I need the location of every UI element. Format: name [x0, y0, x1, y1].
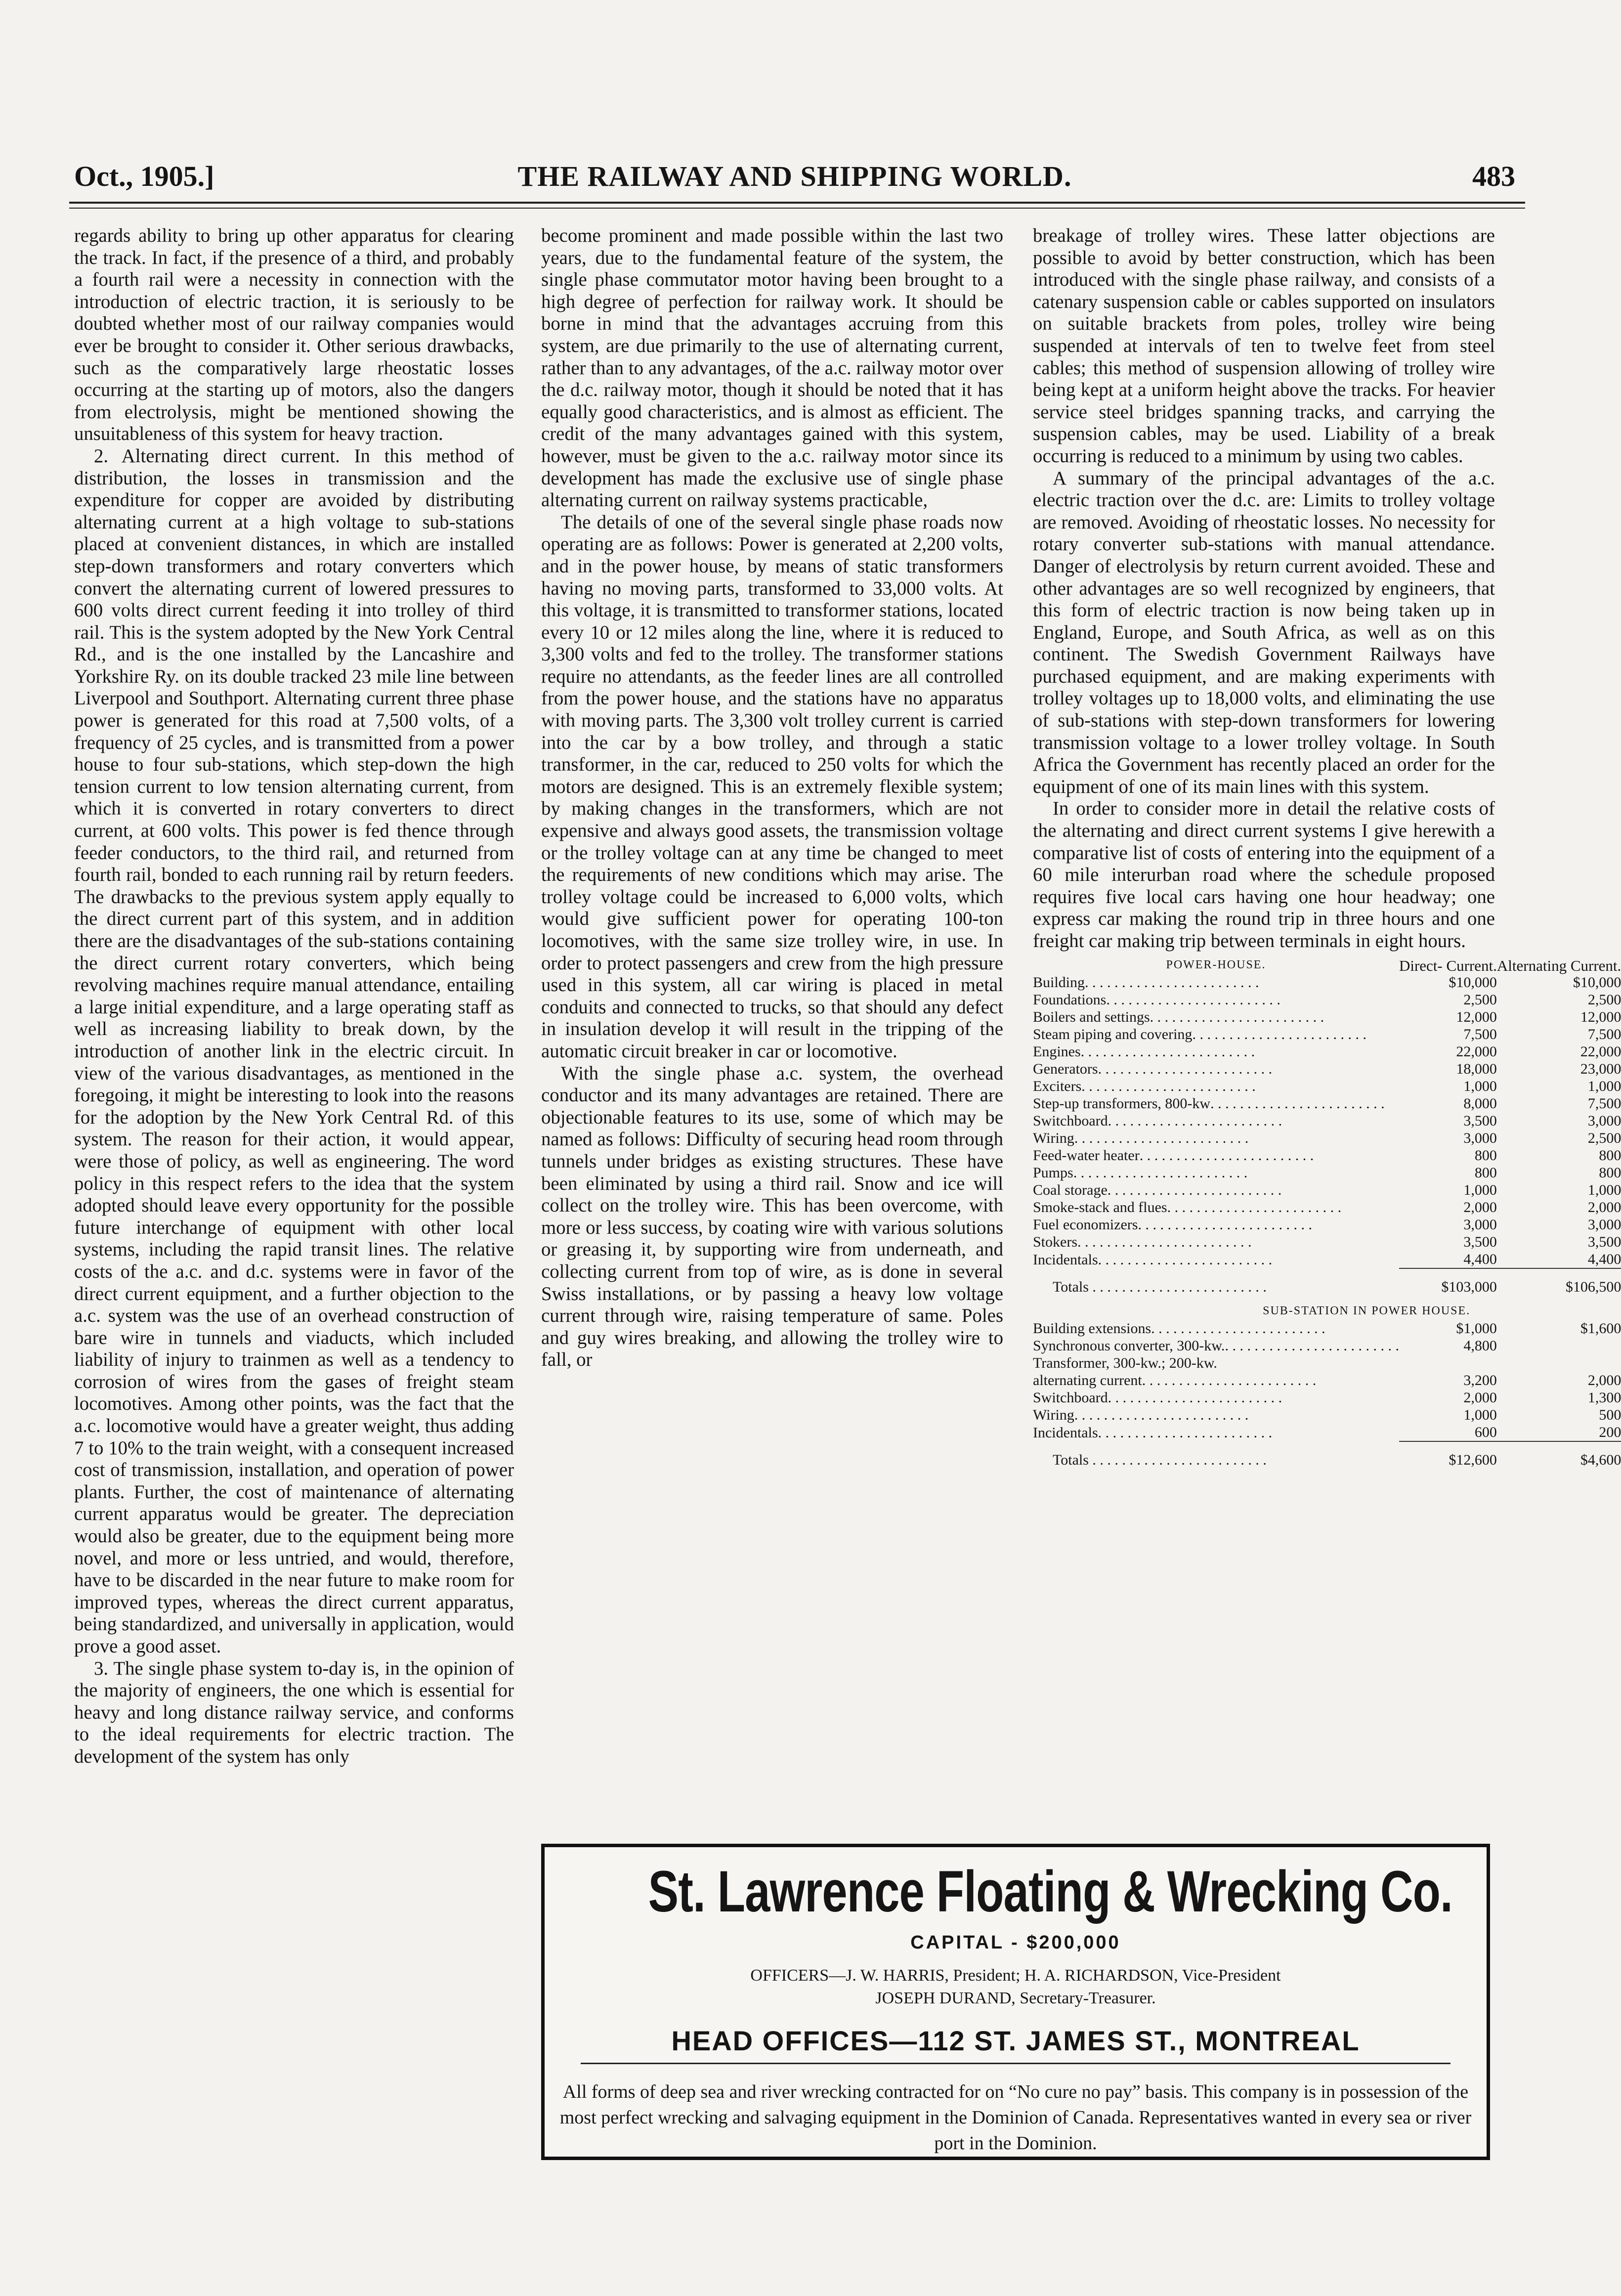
leader-dots: . . . . . . . . . . . . . . . . . . . . . . . .: [1108, 1389, 1282, 1406]
column-header-dc: Direct- Current.: [1399, 956, 1497, 974]
total-ac: $4,600: [1497, 1441, 1621, 1469]
value-dc: 3,500: [1463, 1112, 1497, 1129]
value-ac: 3,000: [1587, 1112, 1621, 1129]
value-ac: 800: [1599, 1147, 1621, 1164]
table-row: [1033, 1424, 1621, 1441]
section-heading: SUB-STATION IN POWER HOUSE.: [1263, 1304, 1471, 1317]
leader-dots: . . . . . . . . . . . . . . . . . . . . . . . .: [1108, 1112, 1282, 1129]
item-text: Incidentals: [1033, 1251, 1098, 1268]
column-middle: [541, 225, 1003, 1871]
total-text: Totals: [1053, 1451, 1089, 1468]
paragraph: In order to consider more in detail the relative costs of the alternating and direct current systems I give herewith a comparative list of costs of entering into the equipment of a 60 mile interurban road where the schedule proposed requires five local cars having one hour headway; one express car making the round trip in three hours and one freight car making trip between terminals in eight hours.: [1033, 798, 1495, 952]
item-text: Transformer, 300-kw.; 200-kw.: [1033, 1354, 1217, 1371]
item-label: [1033, 1060, 1399, 1078]
item-text: Switchboard: [1033, 1389, 1108, 1406]
header-rule: [69, 202, 1525, 204]
value-ac: 4,400: [1587, 1251, 1621, 1267]
value-dc: 800: [1474, 1164, 1497, 1181]
value-ac: 2,000: [1587, 1199, 1621, 1215]
head-offices: HEAD OFFICES—112 ST. JAMES ST., MONTREAL: [671, 2025, 1360, 2056]
paragraph: 3. The single phase system to-day is, in the opinion of the majority of engineers, the one which is essential for heavy and long distance railway service, and conforms to the ideal requirements for electric traction. The development of the system has only: [74, 1657, 514, 1767]
leader-dots: . . . . . . . . . . . . . . . . . . . . . . . .: [1098, 1060, 1273, 1077]
value-dc: [1399, 1354, 1497, 1372]
item-label: [1033, 1181, 1399, 1199]
item-label: [1033, 1233, 1399, 1251]
value-dc: 800: [1474, 1147, 1497, 1164]
page-number: 483: [1472, 160, 1515, 192]
paragraph: become prominent and made possible within the last two years, due to the fundamental feature of the system, the single phase commutator motor having been brought to a high degree of perfection for railway work. It should be borne in mind that the advantages accruing from this system, are due primarily to the use of alternating current, rather than to any advantages, of the a.c. railway motor over the d.c. railway motor, though it should be noted that it has equally good characteristics, and is almost as efficient. The credit of the many advantages gained with this system, however, must be given to the a.c. railway motor since its development has made the exclusive use of single phase alternating current on railway systems practicable,: [541, 225, 1003, 511]
item-text: Exciters: [1033, 1078, 1082, 1094]
item-text: Building: [1033, 974, 1085, 991]
item-label: [1033, 1354, 1399, 1372]
value-ac: 2,000: [1587, 1372, 1621, 1388]
total-label: [1033, 1441, 1399, 1469]
paragraph: breakage of trolley wires. These latter objections are possible to avoid by better construction, which has been introduced with the single phase railway, and consists of a catenary suspension cable or cables supported on insulators on suitable brackets from poles, trolley wire being suspended at intervals of ten to twelve feet from steel cables; this method of suspension allowing of trolley wire being kept at a uniform height above the tracks. For heavier service steel bridges spanning tracks, and carrying the suspension cables, may be used. Liability of a break occurring is reduced to a minimum by using two cables.: [1033, 225, 1495, 467]
item-text: Boilers and settings: [1033, 1008, 1150, 1025]
table-row: [1033, 974, 1621, 991]
value-ac: 500: [1599, 1406, 1621, 1423]
item-label: [1033, 1372, 1399, 1389]
item-label: [1033, 991, 1399, 1008]
value-dc: 1,000: [1463, 1406, 1497, 1423]
running-header: [74, 153, 1515, 193]
officers-line: OFFICERS—J. W. HARRIS, President; H. A. RICHARDSON, Vice-President: [750, 1966, 1281, 1985]
item-text: Stokers: [1033, 1233, 1077, 1250]
value-dc: 1,000: [1463, 1078, 1497, 1094]
leader-dots: . . . . . . . . . . . . . . . . . . . . . . . .: [1210, 1095, 1385, 1112]
leader-dots: . . . . . . . . . . . . . . . . . . . . . . . .: [1139, 1147, 1314, 1164]
item-text: Step-up transformers, 800-kw: [1033, 1095, 1211, 1112]
total-dc: $12,600: [1399, 1441, 1497, 1469]
issue-date: Oct., 1905.]: [74, 160, 214, 192]
ad-divider: [581, 2063, 1450, 2064]
leader-dots: . . . . . . . . . . . . . . . . . . . . . . . .: [1088, 1278, 1267, 1295]
item-label: [1033, 1251, 1399, 1268]
paragraph: The details of one of the several single phase roads now operating are as follows: Power is generated at 2,200 volts, and in the power house, by means of static transformers having no moving parts, transformed to 33,000 volts. At this voltage, it is transmitted to transformer stations, located every 10 or 12 miles along the line, where it is reduced to 3,300 volts and fed to the trolley. The transformer stations require no attendants, as the feeder lines are all controlled from the power house, and the stations have no apparatus with moving parts. The 3,300 volt trolley current is carried into the car by a bow trolley, and through a static transformer, in the car, reduced to 250 volts for which the motors are designed. This is an extremely flexible system; by making changes in the transformers, which are not expensive and always good assets, the transmission voltage or the trolley voltage can at any time be changed to meet the requirements of new conditions which may arise. The trolley voltage could be increased to 6,000 volts, which would give sufficient power for operating 100-ton locomotives, with the same size trolley wire, in use. In order to protect passengers and crew from the high pressure used in this system, all car wiring is placed in metal conduits and connected to trucks, so that should any defect in insulation develop it will result in the tripping of the automatic circuit breaker in car or locomotive.: [541, 511, 1003, 1062]
value-ac: 22,000: [1580, 1043, 1621, 1060]
table-row: [1033, 1441, 1621, 1469]
item-text: Switchboard: [1033, 1112, 1108, 1129]
leader-dots: . . . . . . . . . . . . . . . . . . . . . . . .: [1088, 1451, 1267, 1468]
item-label: [1033, 1164, 1399, 1181]
leader-dots: . . . . . . . . . . . . . . . . . . . . . . . .: [1080, 1043, 1255, 1060]
item-label: [1033, 1008, 1399, 1026]
item-text: Generators: [1033, 1060, 1098, 1077]
item-label: [1033, 1320, 1399, 1337]
total-label: [1033, 1268, 1399, 1296]
leader-dots: . . . . . . . . . . . . . . . . . . . . . . . .: [1074, 1129, 1249, 1146]
value-dc: 600: [1474, 1424, 1497, 1440]
item-label: [1033, 1026, 1399, 1043]
item-text: Smoke-stack and flues: [1033, 1199, 1167, 1215]
paragraph: With the single phase a.c. system, the overhead conductor and its many advantages are retained. There are objectionable features to its use, some of which may be named as follows: Difficulty of securing head room through tunnels under bridges as existing structures. These have been eliminated by using a third rail. Snow and ice will collect on the trolley wire. This has been overcome, with more or less success, by coating wire with various solutions or greasing it, by supporting wire from underneath, and collecting current from top of wire, as is done in several Swiss installations, or by passing a heavy low voltage current through wire, raising temperature of same. Poles and guy wires breaking, and allowing the trolley wire to fall, or: [541, 1062, 1003, 1371]
table-row: [1033, 1233, 1621, 1251]
column-right: [1033, 225, 1621, 1469]
leader-dots: . . . . . . . . . . . . . . . . . . . . . . . .: [1098, 1251, 1273, 1268]
ad-body-text: All forms of deep sea and river wrecking contracted for on “No cure no pay” basis. This company is in possession of the most perfect wrecking and salvaging equipment in the Dominion of Canada. Representatives wanted in every sea or river port in the Dominion.: [559, 2081, 1472, 2154]
column-left: [74, 225, 514, 1768]
value-dc: 3,000: [1463, 1129, 1497, 1146]
total-ac: $106,500: [1497, 1268, 1621, 1296]
table-row: [1033, 1112, 1621, 1129]
value-dc: 4,800: [1463, 1337, 1497, 1354]
leader-dots: . . . . . . . . . . . . . . . . . . . . . . . .: [1225, 1337, 1399, 1354]
value-ac: 1,300: [1587, 1389, 1621, 1406]
leader-dots: . . . . . . . . . . . . . . . . . . . . . . . .: [1077, 1233, 1252, 1250]
table-row: [1033, 1181, 1621, 1199]
value-dc: $1,000: [1456, 1320, 1497, 1337]
leader-dots: . . . . . . . . . . . . . . . . . . . . . . . .: [1138, 1216, 1312, 1233]
table-row: [1033, 1060, 1621, 1078]
table-row: [1033, 1147, 1621, 1164]
leader-dots: . . . . . . . . . . . . . . . . . . . . . . . .: [1192, 1026, 1366, 1042]
item-label: [1033, 1216, 1399, 1233]
item-label: [1033, 1337, 1399, 1354]
header-rule-thin: [69, 208, 1525, 209]
table-row: [1033, 1043, 1621, 1060]
item-label: [1033, 1199, 1399, 1216]
item-text: Foundations: [1033, 991, 1107, 1008]
value-ac: 3,000: [1587, 1216, 1621, 1233]
value-dc: 22,000: [1456, 1043, 1497, 1060]
value-dc: 18,000: [1456, 1060, 1497, 1077]
item-text: Wiring: [1033, 1406, 1074, 1423]
total-text: Totals: [1053, 1278, 1089, 1295]
item-text: Engines: [1033, 1043, 1081, 1060]
value-ac: 12,000: [1580, 1008, 1621, 1025]
leader-dots: . . . . . . . . . . . . . . . . . . . . . . . .: [1151, 1320, 1325, 1337]
item-label: [1033, 974, 1399, 991]
value-ac: 2,500: [1587, 1129, 1621, 1146]
leader-dots: . . . . . . . . . . . . . . . . . . . . . . . .: [1073, 1164, 1248, 1181]
item-text: alternating current: [1033, 1372, 1142, 1388]
company-name: St. Lawrence Floating & Wrecking Co.: [648, 1859, 1452, 1924]
officers-line: JOSEPH DURAND, Secretary-Treasurer.: [875, 1989, 1156, 2007]
table-row: [1033, 1095, 1621, 1112]
item-text: Synchronous converter, 300-kw.: [1033, 1337, 1225, 1354]
value-ac: 200: [1599, 1424, 1621, 1440]
leader-dots: . . . . . . . . . . . . . . . . . . . . . . . .: [1085, 974, 1259, 991]
value-dc: 2,000: [1463, 1389, 1497, 1406]
value-dc: 1,000: [1463, 1181, 1497, 1198]
leader-dots: . . . . . . . . . . . . . . . . . . . . . . . .: [1167, 1199, 1342, 1215]
value-ac: [1497, 1337, 1621, 1354]
table-row: [1033, 1251, 1621, 1268]
value-dc: $10,000: [1449, 974, 1497, 991]
table-row: [1033, 956, 1621, 974]
item-label: [1033, 1112, 1399, 1129]
value-ac: 23,000: [1580, 1060, 1621, 1077]
item-text: Wiring: [1033, 1129, 1074, 1146]
item-label: [1033, 1129, 1399, 1147]
item-text: Steam piping and covering: [1033, 1026, 1193, 1042]
paragraph: 2. Alternating direct current. In this method of distribution, the losses in transmission and the expenditure for copper are avoided by distributing alternating current at a high voltage to sub-stations placed at convenient distances, in which are installed step-down transformers and rotary converters which convert the alternating current of lowered pressures to 600 volts direct current feeding it into trolley of third rail. This is the system adopted by the New York Central Rd., and is the one installed by the Lancashire and Yorkshire Ry. on its double tracked 23 mile line between Liverpool and Southport. Alternating current three phase power is generated for this road at 7,500 volts, of a frequency of 25 cycles, and is transmitted from a power house to four sub-stations, which step-down the high tension current to low tension alternating current, from which it is converted in rotary converters to direct current, at 600 volts. This power is fed thence through feeder conductors, to the third rail, and returned from fourth rail, bonded to each running rail by return feeders. The drawbacks to the previous system apply equally to the direct current part of this system, and in addition there are the disadvantages of the sub-stations containing the direct current rotary converters, which being revolving machines require manual attendance, entailing a large initial expenditure, and a large operating staff as well as increasing liability to break down, by the introduction of another link in the electric circuit. In view of the various disadvantages, as mentioned in the foregoing, it might be interesting to look into the reasons for the adoption by the New York Central Rd. of this system. The reason for their action, it would appear, were those of policy, as well as engineering. The word policy in this respect refers to the idea that the system adopted should leave every opportunity for the possible future interchange of equipment with other local systems, including the rapid transit lines. The relative costs of the a.c. and d.c. systems were in favor of the direct current equipment, and a further objection to the a.c. system was the use of an overhead construction of bare wire in tunnels and viaducts, which included liability of injury to trainmen as well as a tendency to corrosion of wires from the gases of freight steam locomotives. Among other points, was the fact that the a.c. locomotive would have a greater weight, thus adding 7 to 10% to the train weight, with a consequent increased cost of transmission, installation, and operation of power plants. Further, the cost of maintenance of alternating current apparatus would be greater. The depreciation would also be greater, due to the equipment being more novel, and more or less untried, and would, therefore, have to be discarded in the near future to make room for improved types, whereas the direct current apparatus, being standardized, and universally in application, would prove a good asset.: [74, 445, 514, 1657]
total-dc: $103,000: [1399, 1268, 1497, 1296]
item-text: Coal storage: [1033, 1181, 1108, 1198]
item-label: [1033, 1095, 1399, 1112]
company-capital: CAPITAL - $200,000: [910, 1932, 1121, 1953]
column-header-ac: Alternating Current.: [1496, 956, 1621, 974]
item-label: [1033, 1424, 1399, 1441]
item-text: Building extensions: [1033, 1320, 1152, 1337]
value-dc: 3,200: [1463, 1372, 1497, 1388]
item-text: Fuel economizers: [1033, 1216, 1138, 1233]
table-row: [1033, 1129, 1621, 1147]
value-ac: 800: [1599, 1164, 1621, 1181]
table-row: [1033, 1078, 1621, 1095]
value-ac: 2,500: [1587, 991, 1621, 1008]
item-label: [1033, 1147, 1399, 1164]
publication-title: THE RAILWAY AND SHIPPING WORLD.: [517, 160, 1072, 192]
leader-dots: . . . . . . . . . . . . . . . . . . . . . . . .: [1142, 1372, 1317, 1388]
table-row: [1033, 1008, 1621, 1026]
paragraph: A summary of the principal advantages of the a.c. electric traction over the d.c. are: Limits to trolley voltage are removed. Avoiding of rheostatic losses. No necessity for rotary converter sub-stations with manual attendance. Danger of electrolysis by return current avoided. These and other advantages are so well recognized by engineers, that this form of electric traction is now being taken up in England, Europe, and South Africa, as well as on this continent. The Swedish Government Railways have purchased equipment, and are making experiments with trolley voltages up to 18,000 volts, and eliminating the use of sub-stations with step-down transformers for lowering transmission voltage to a lower trolley voltage. In South Africa the Government has recently placed an order for the equipment of one of its main lines with this system.: [1033, 467, 1495, 797]
section-heading: POWER-HOUSE.: [1166, 958, 1266, 971]
leader-dots: . . . . . . . . . . . . . . . . . . . . . . . .: [1107, 1181, 1282, 1198]
item-label: [1033, 1389, 1399, 1406]
leader-dots: . . . . . . . . . . . . . . . . . . . . . . . .: [1081, 1078, 1256, 1094]
table-row: [1033, 1320, 1621, 1337]
value-dc: 3,000: [1463, 1216, 1497, 1233]
table-row: [1033, 1268, 1621, 1296]
value-dc: 2,000: [1463, 1199, 1497, 1215]
advertisement: [541, 1844, 1490, 2160]
table-row: [1033, 1296, 1621, 1320]
leader-dots: . . . . . . . . . . . . . . . . . . . . . . . .: [1106, 991, 1280, 1008]
value-dc: 3,500: [1463, 1233, 1497, 1250]
company-officers: [545, 1964, 1487, 2010]
item-text: Incidentals: [1033, 1424, 1098, 1441]
table-row: [1033, 1354, 1621, 1372]
leader-dots: . . . . . . . . . . . . . . . . . . . . . . . .: [1074, 1406, 1249, 1423]
item-text: Pumps: [1033, 1164, 1073, 1181]
value-ac: [1497, 1354, 1621, 1372]
table-row: [1033, 1199, 1621, 1216]
value-ac: 7,500: [1587, 1026, 1621, 1042]
table-row: [1033, 1406, 1621, 1424]
table-row: [1033, 1337, 1621, 1354]
value-dc: 8,000: [1463, 1095, 1497, 1112]
cost-comparison-table: [1033, 956, 1621, 1469]
table-row: [1033, 1164, 1621, 1181]
value-dc: 4,400: [1463, 1251, 1497, 1267]
table-row: [1033, 1026, 1621, 1043]
item-label: [1033, 1043, 1399, 1060]
item-label: [1033, 1406, 1399, 1424]
value-ac: $1,600: [1580, 1320, 1621, 1337]
value-ac: 1,000: [1587, 1181, 1621, 1198]
table-row: [1033, 1216, 1621, 1233]
leader-dots: . . . . . . . . . . . . . . . . . . . . . . . .: [1098, 1424, 1273, 1441]
table-row: [1033, 1372, 1621, 1389]
value-dc: 7,500: [1463, 1026, 1497, 1042]
value-ac: 7,500: [1587, 1095, 1621, 1112]
value-dc: 2,500: [1463, 991, 1497, 1008]
paragraph: regards ability to bring up other apparatus for clearing the track. In fact, if the presence of a third, and probably a fourth rail were a necessity in connection with the introduction of electric traction, it is seriously to be doubted whether most of our railway companies would ever be brought to consider it. Other serious drawbacks, such as the comparatively large rheostatic losses occurring at the starting up of motors, also the dangers from electrolysis, might be mentioned showing the unsuitableness of this system for heavy traction.: [74, 225, 514, 445]
item-text: Feed-water heater: [1033, 1147, 1140, 1164]
value-ac: $10,000: [1573, 974, 1621, 991]
leader-dots: . . . . . . . . . . . . . . . . . . . . . . . .: [1150, 1008, 1324, 1025]
value-ac: 1,000: [1587, 1078, 1621, 1094]
table-row: [1033, 991, 1621, 1008]
table-row: [1033, 1389, 1621, 1406]
item-label: [1033, 1078, 1399, 1095]
value-ac: 3,500: [1587, 1233, 1621, 1250]
value-dc: 12,000: [1456, 1008, 1497, 1025]
